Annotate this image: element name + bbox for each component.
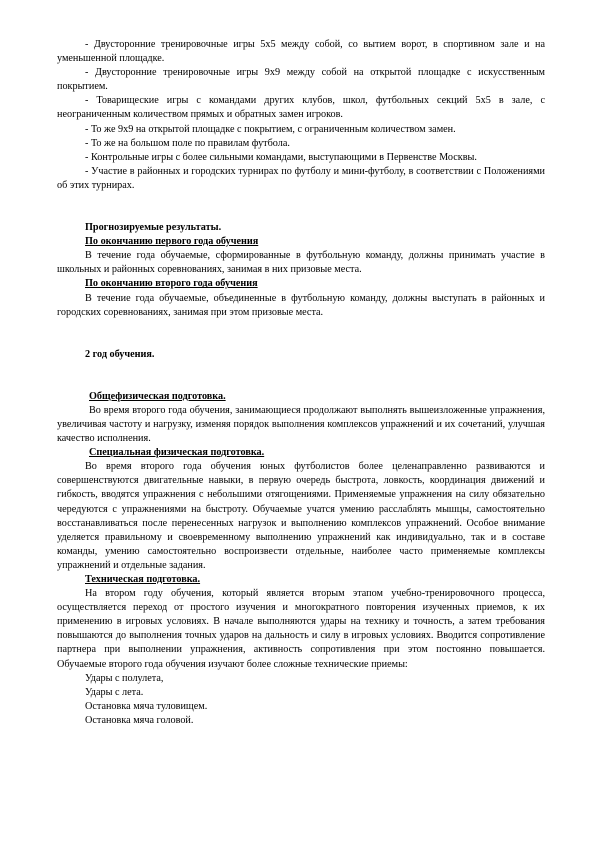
list-item: - Двусторонние тренировочные игры 5х5 между собой, со вытием ворот, в спортивном зале и на уменьшенной площадке. <box>57 39 545 65</box>
ofp-heading: Общефизическая подготовка. <box>89 390 226 402</box>
results-heading: Прогнозируемые результаты. <box>85 222 222 234</box>
sfp-heading: Специальная физическая подготовка. <box>89 447 265 459</box>
ofp-text: Во время второго года обучения, занимающиеся продолжают выполнять вышеизложенные упражнения, увеличивая частоту и нагрузку, изменяя порядок выполнения комплексов упражнений и их сочетаний, улучшая качество исполнения. <box>57 404 545 445</box>
list-item: - Товарищеские игры с командами других клубов, школ, футбольных секций 5х5 в зале, с неограниченным количеством прямых и обратных замен игроков. <box>57 95 545 121</box>
year1-heading: По окончанию первого года обучения <box>85 236 259 248</box>
tech-text: На втором году обучения, который является вторым этапом учебно-тренировочного процесса, осуществляется переход от простого изучения и многократного повторения изученных приемов, к их применению в игровых условиях. В начале выполняются удары на технику и точность, а затем требования повышаются до выполнения точных ударов на дальность и силу в игровых условиях. Вводится сопротивление партнера при выполнении упражнения, активность сопротивления при этом постоянно повышается. Обучаемые второго года обучения изучают более сложные технические приемы: <box>57 588 545 670</box>
year2-text: В течение года обучаемые, объединенные в футбольную команду, должны выступать в районных и городских соревнованиях, занимая при этом призовые места. <box>57 292 545 318</box>
technique-item: Удары с лета. <box>85 686 144 698</box>
list-item: - Участие в районных и городских турнирах по футболу и мини-футболу, в соответствии с Положениями об этих турнирах. <box>57 165 545 191</box>
tech-heading: Техническая подготовка. <box>85 574 201 585</box>
list-item: - Контрольные игры с более сильными командами, выступающими в Первенстве Москвы. <box>85 151 477 163</box>
technique-item: Удары с полулета, <box>85 672 164 684</box>
year1-text: В течение года обучаемые, сформированные в футбольную команду, должны принимать участие в школьных и районных соревнованиях, занимая в них призовые места. <box>57 250 545 276</box>
section-title: 2 год обучения. <box>85 348 155 360</box>
technique-item: Остановка мяча туловищем. <box>85 700 208 712</box>
technique-item: Остановка мяча головой. <box>85 714 194 726</box>
list-item: - То же 9х9 на открытой площадке с покрытием, с ограниченным количеством замен. <box>85 123 456 135</box>
list-item: - Двусторонние тренировочные игры 9х9 между собой на открытой площадке с искусственным покрытием. <box>57 67 545 93</box>
document-body <box>57 38 545 728</box>
sfp-text: Во время второго года обучения юных футболистов более целенаправленно развиваются и совершенствуются двигательные навыки, в первую очередь быстрота, ловкость, координация движений и гибкость, вводятся упражнения с небольшими отягощениями. Применяемые упражнения на силу обязательно чередуются с упражнениями на быстроту. Обучаемые учатся умению расслаблять мышцы, самостоятельно восстанавливаться после перенесенных нагрузок и выполнению комплексов упражнений. Особое внимание уделяется правильному и своевременному выполнению упражнений как индивидуально, так и в составе команды, умению самостоятельно воспроизвести отдельные, наиболее часто применяемые комплексы упражнений и отдельные задания. <box>57 461 545 571</box>
list-item: - То же на большом поле по правилам футбола. <box>85 137 290 149</box>
year2-heading: По окончанию второго года обучения <box>85 278 258 290</box>
